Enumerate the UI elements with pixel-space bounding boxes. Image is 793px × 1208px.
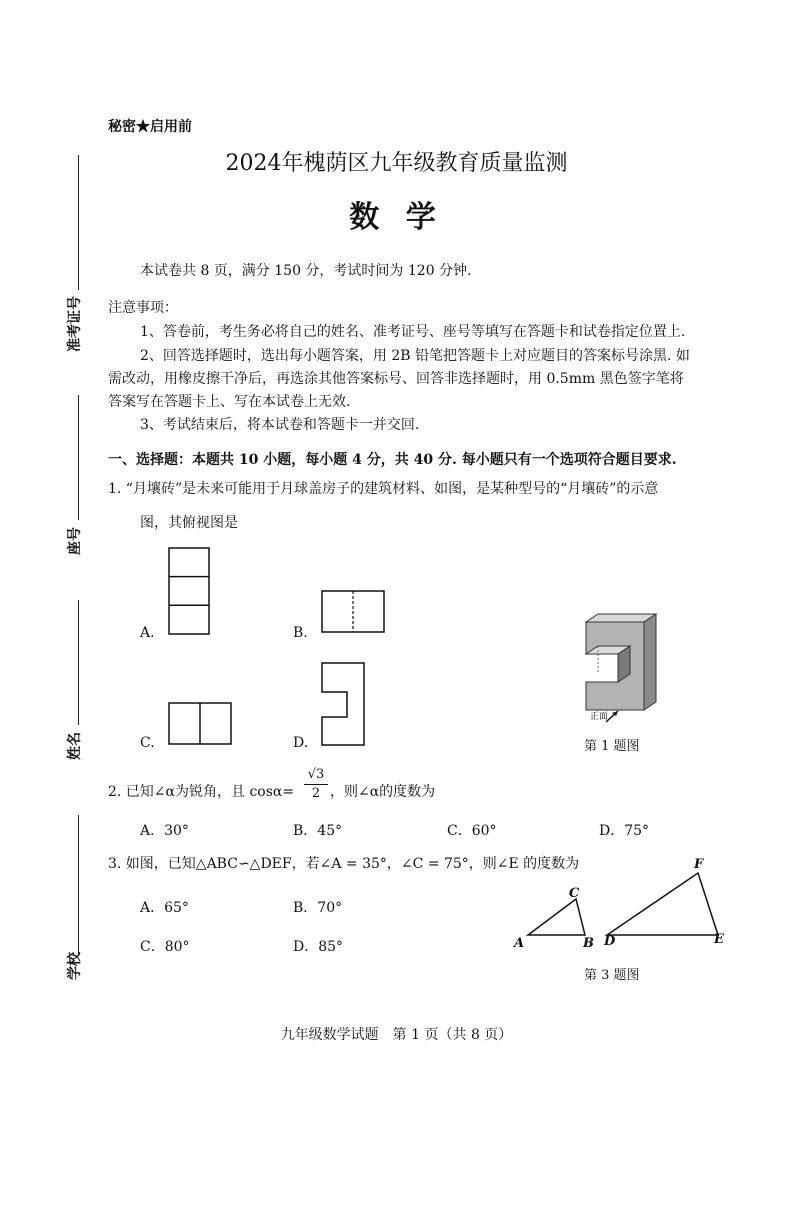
notice-item-2-cont2: 答案写在答题卡上、写在本试卷上无效. (108, 394, 351, 410)
q1-option-a-figure (168, 547, 210, 635)
q3-option-a: A．65° (140, 900, 189, 916)
q3-figure-caption: 第 3 题图 (584, 968, 640, 983)
q1-option-b-label: B. (293, 625, 308, 641)
notice-item-2: 2、回答选择题时，选出每小题答案，用 2B 铅笔把答题卡上对应题目的答案标号涂黑. 如 (140, 348, 690, 364)
page-footer: 九年级数学试题 第 1 页（共 8 页） (280, 1027, 513, 1043)
q1-option-d-label: D. (293, 735, 309, 751)
q1-option-d-figure (321, 662, 365, 746)
sidebar-school-label: 学校 (67, 952, 83, 980)
notice-item-3: 3、考试结束后，将本试卷和答题卡一并交回. (140, 417, 420, 433)
q2-fraction-numerator: √3 (304, 766, 328, 785)
q2-fraction-denominator: 2 (311, 786, 321, 801)
sidebar-exam-id-label: 准考证号 (67, 296, 83, 352)
section-1-heading: 一、选择题：本题共 10 小题，每小题 4 分，共 40 分. 每小题只有一个选项符合题目要求. (108, 452, 677, 468)
sidebar-line-4 (78, 815, 79, 955)
q3-label-d: D (604, 934, 616, 949)
q3-label-a: A (514, 936, 525, 951)
notice-item-1: 1、答卷前，考生务必将自己的姓名、准考证号、座号等填写在答题卡和试卷指定位置上. (140, 324, 686, 340)
exam-title: 2024年槐荫区九年级教育质量监测 (225, 151, 568, 176)
q3-label-c: C (569, 886, 580, 901)
sidebar-line-3 (78, 600, 79, 725)
q3-text: 3. 如图，已知△ABC∽△DEF，若∠A = 35°，∠C = 75°，则∠E 的度数为 (108, 856, 580, 872)
q2-option-a: A．30° (140, 823, 189, 839)
subject-title: 数 学 (349, 200, 444, 235)
q2-fraction (304, 766, 328, 803)
q3-option-d: D．85° (293, 939, 344, 955)
q2-option-b: B．45° (293, 823, 343, 839)
q1-text-line1: 1. “月壤砖”是未来可能用于月球盖房子的建筑材料、如图，是某种型号的“月壤砖”的示意 (108, 481, 659, 497)
sidebar-name-label: 姓名 (67, 732, 83, 760)
q3-label-e: E (714, 932, 724, 947)
q1-option-b-figure (321, 590, 385, 633)
q1-front-label: 正面 (590, 712, 609, 722)
q3-label-b: B (583, 936, 594, 951)
q3-label-f: F (694, 857, 704, 872)
q1-option-c-label: C. (140, 735, 155, 751)
q3-option-b: B．70° (293, 900, 343, 916)
q2-text-prefix: 2. 已知∠α为锐角，且 cosα= (108, 784, 295, 800)
q1-figure-caption: 第 1 题图 (584, 739, 640, 754)
secret-label: 秘密★启用前 (108, 119, 192, 135)
sidebar-line-2 (78, 395, 79, 520)
q3-option-c: C．80° (140, 939, 190, 955)
notice-heading: 注意事项： (108, 300, 178, 316)
notice-item-2-cont: 需改动，用橡皮擦干净后，再选涂其他答案标号、回答非选择题时，用 0.5mm 黑色签字笔将 (108, 371, 684, 387)
q1-brick-3d-figure (582, 612, 662, 722)
q1-option-c-figure (168, 702, 232, 745)
q2-option-c: C．60° (447, 823, 497, 839)
q1-option-a-label: A. (140, 625, 155, 641)
intro-text: 本试卷共 8 页，满分 150 分，考试时间为 120 分钟. (140, 263, 472, 279)
q2-option-d: D．75° (599, 823, 650, 839)
q2-text-suffix: ，则∠α的度数为 (330, 784, 436, 800)
q1-text-line2: 图，其俯视图是 (140, 515, 238, 531)
sidebar-seat-label: 座号 (67, 527, 83, 555)
